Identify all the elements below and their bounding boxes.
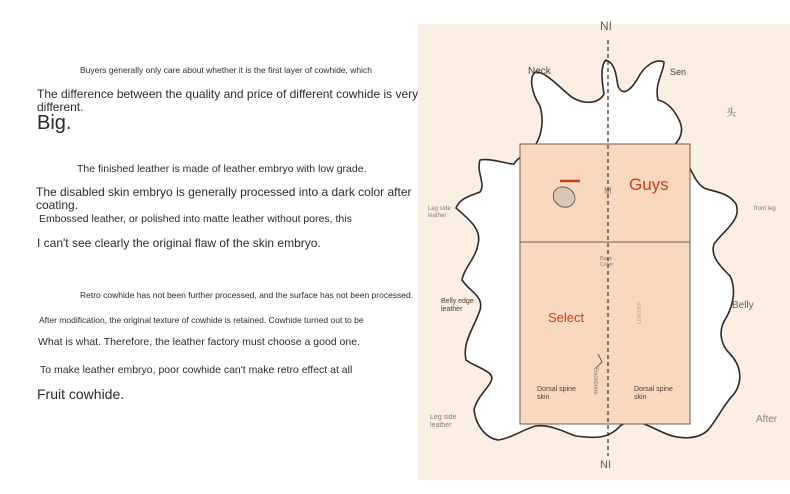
bottom-mark: NI (600, 459, 611, 471)
paragraph-3-line-3: What is what. Therefore, the leather factory must choose a good one. (38, 336, 360, 348)
paragraph-3-line-4: To make leather embryo, poor cowhide can't make retro effect at all (40, 364, 353, 376)
vertical-right-label: LEATHER (637, 301, 643, 324)
paragraph-3-line-2: After modification, the original texture of cowhide is retained. Cowhide turned out to be (39, 315, 364, 325)
vertical-center-label: Backbone (592, 368, 598, 395)
cowhide-diagram (418, 19, 790, 480)
front-leg-label: front leg (754, 206, 776, 212)
dorsal-left-label: Dorsal spine skin (537, 386, 576, 401)
belly-label: Belly (732, 300, 754, 311)
paragraph-1-line-1: Buyers generally only care about whether it is the first layer of cowhide, which (80, 65, 372, 75)
paragraph-2-line-2: The disabled skin embryo is generally processed into a dark color after coating. (36, 185, 412, 212)
neck-label: Neck (528, 66, 551, 77)
center-m-label: M (604, 186, 612, 196)
top-mark: NI (600, 19, 612, 33)
cowhide-svg (418, 24, 790, 480)
paragraph-2-line-4: I can't see clearly the original flaw of the skin embryo. (37, 236, 321, 250)
sen-label: Sen (670, 67, 687, 77)
paragraph-3-line-5: Fruit cowhide. (37, 386, 125, 402)
kanji-label: 头 (726, 108, 736, 119)
after-label: After (756, 414, 778, 425)
guys-label: Guys (629, 175, 669, 194)
back-color-label: Back Color (600, 256, 614, 269)
paragraph-1-line-3: Big. (37, 112, 72, 134)
paragraph-3-line-1: Retro cowhide has not been further processed, and the surface has not been processed. (80, 290, 414, 300)
dorsal-right-label: Dorsal spine skin (634, 386, 673, 401)
leg-side-upper-label: Leg side leather (428, 206, 451, 219)
leg-side-lower-label: Leg side leather (430, 414, 457, 429)
paragraph-2-line-1: The finished leather is made of leather embryo with low grade. (77, 163, 367, 175)
paragraph-1-line-2: The difference between the quality and price of different cowhide is very different. (37, 87, 419, 114)
belly-edge-label: Belly edge leather (441, 298, 474, 313)
select-label: Select (548, 310, 585, 325)
paragraph-2-line-3: Embossed leather, or polished into matte leather without pores, this (39, 213, 352, 225)
